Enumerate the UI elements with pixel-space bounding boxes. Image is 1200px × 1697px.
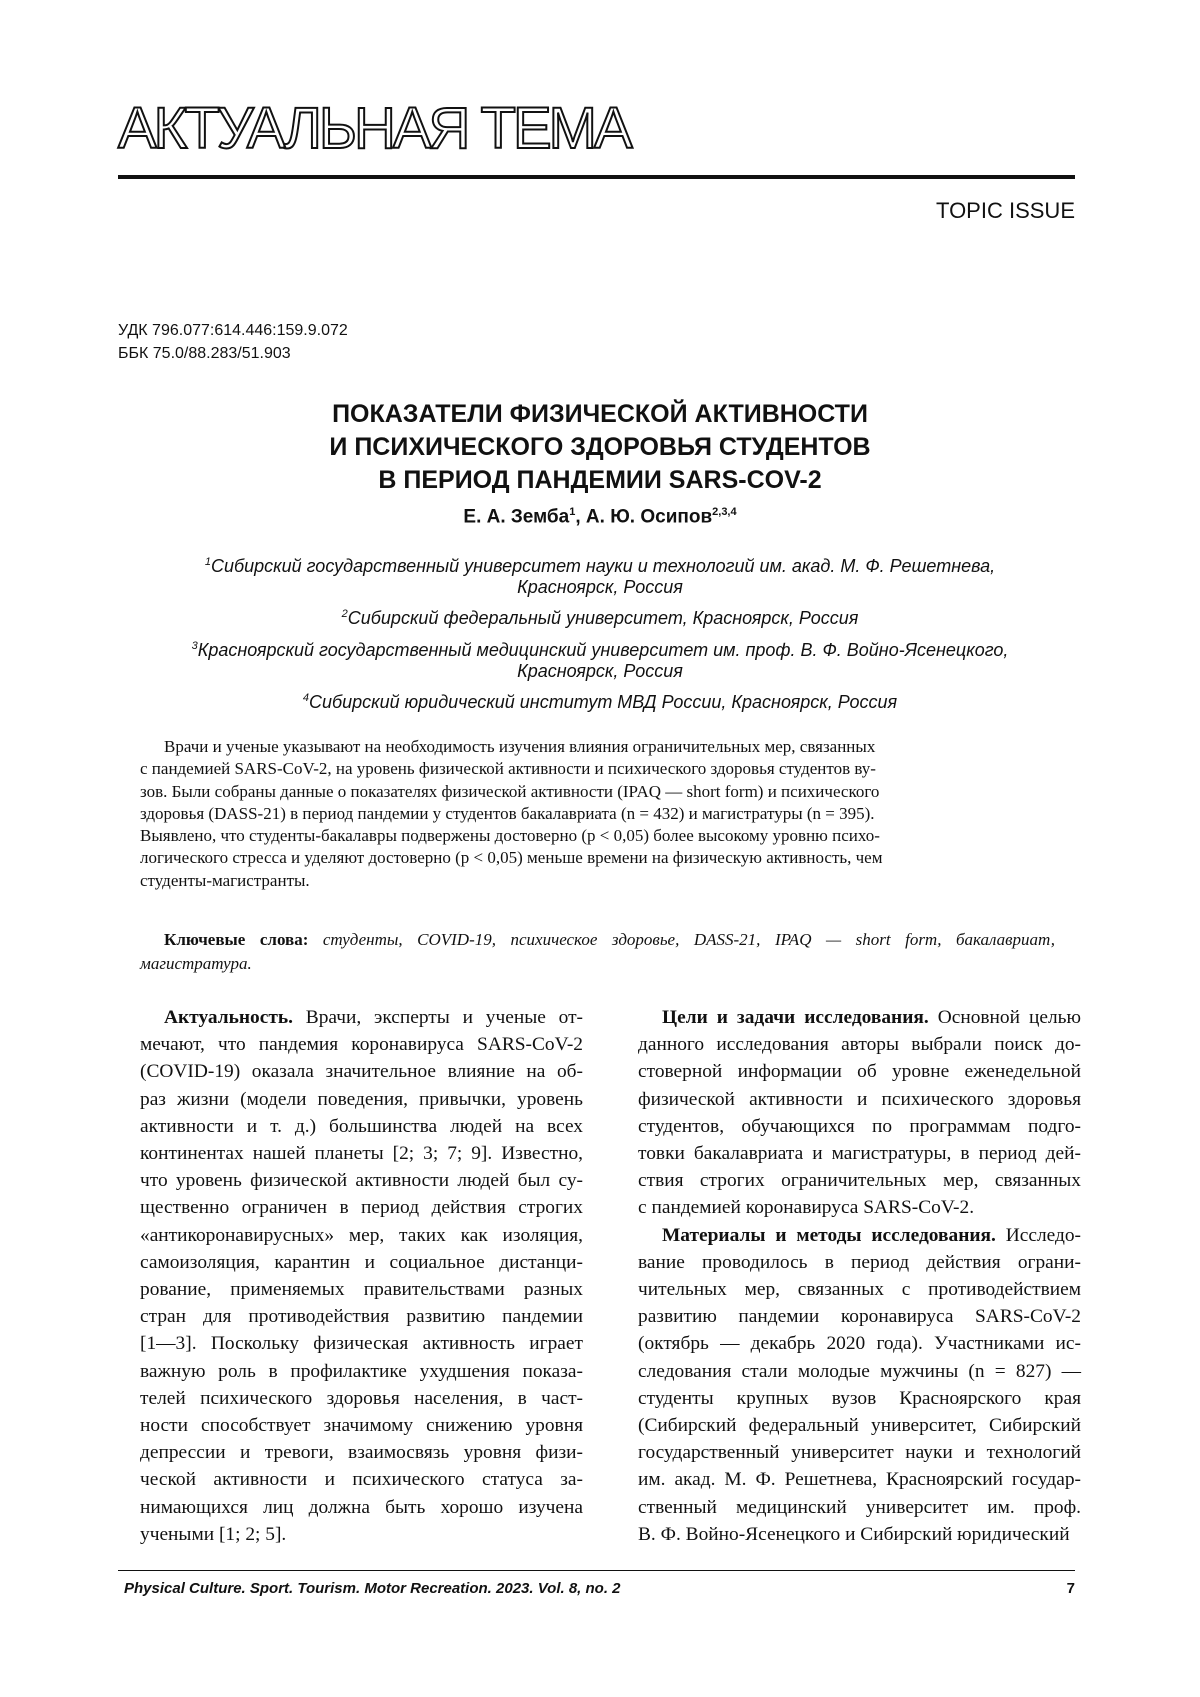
column-line: государственный университет науки и технологий (638, 1442, 1081, 1464)
article-title (0, 398, 1200, 497)
line-text: Врачи, эксперты и ученые от- (292, 1007, 583, 1028)
keywords (140, 928, 1055, 976)
affiliation-mark: 1 (204, 556, 211, 568)
column-line: физической активности и психического здоровья (638, 1088, 1081, 1110)
column-line: чительных мер, связанных с противодействием (638, 1279, 1081, 1301)
abstract-line: с пандемией SARS-CoV-2, на уровень физической активности и психического здоровья студентов ву- (140, 759, 876, 779)
affiliation-mark: 4 (302, 692, 309, 704)
line-text: Основной целью (928, 1007, 1081, 1028)
column-line (638, 1004, 1081, 1031)
abstract-line: студенты-магистранты. (140, 870, 310, 890)
affiliation (130, 604, 1070, 629)
column-line (140, 1004, 583, 1031)
column-line: учеными [1; 2; 5]. (140, 1523, 287, 1545)
section-heading: АКТУАЛЬНАЯ ТЕМА (118, 96, 630, 161)
column-line (638, 1222, 1081, 1249)
column-line: (COVID-19) оказала значительное влияние на об- (140, 1061, 583, 1083)
topic-issue-label: TOPIC ISSUE (936, 198, 1075, 223)
author-name: Е. А. Земба (463, 506, 570, 528)
abstract-line: Врачи и ученые указывают на необходимость изучения влияния ограничительных мер, связанных (164, 737, 876, 756)
column-line: «антикоронавирусных» мер, таких как изоляция, (140, 1224, 583, 1246)
column-line: стран для противодействия развитию пандемии (140, 1306, 583, 1328)
affiliation (130, 636, 1070, 682)
bbk-code: ББК 75.0/88.283/51.903 (118, 345, 291, 362)
authors (0, 506, 1200, 528)
abstract-line: Выявлено, что студенты-бакалавры подвержены достоверно (p < 0,05) более высокому уровню психо- (140, 826, 880, 846)
affiliation (130, 552, 1070, 598)
column-line: телей психического здоровья населения, в част- (140, 1387, 583, 1409)
paragraph-lead: Материалы и методы исследования. (662, 1224, 996, 1246)
footer-rule (118, 1570, 1075, 1571)
affiliation-text: Красноярский государственный медицинский университет им. проф. В. Ф. Войно-Ясенецкого, (197, 640, 1009, 660)
author-affiliation-mark: 1 (569, 506, 576, 518)
author-name: А. Ю. Осипов (585, 506, 713, 528)
paragraph-lead: Цели и задачи исследования. (662, 1007, 929, 1028)
column-line: В. Ф. Войно-Ясенецкого и Сибирский юридический (638, 1523, 1070, 1545)
column-line: товки бакалавриата и магистратуры, в период дей- (638, 1143, 1081, 1165)
abstract-line: логического стресса и уделяют достоверно (p < 0,05) меньше времени на физическую активность, чем (140, 848, 883, 868)
line-text: Исследо- (995, 1224, 1081, 1246)
column-line: ствия строгих ограничительных мер, связанных (638, 1170, 1081, 1192)
column-line: континентах нашей планеты [2; 3; 7; 9]. Известно, (140, 1143, 583, 1165)
column-line: вание проводилось в период действия ограни- (638, 1251, 1081, 1273)
column-line: следования стали молодые мужчины (n = 827) — (638, 1360, 1081, 1382)
footer-journal: Physical Culture. Sport. Tourism. Motor Recreation. 2023. Vol. 8, no. 2 (124, 1580, 621, 1597)
column-line: (Сибирский федеральный университет, Сибирский (638, 1415, 1081, 1437)
column-line: стоверной информации об уровне еженедельной (638, 1061, 1081, 1083)
left-column (140, 1004, 583, 1548)
column-line: раз жизни (модели поведения, привычки, уровень (140, 1088, 583, 1110)
paragraph-lead: Актуальность. (164, 1007, 293, 1028)
column-line: активности и т. д.) большинства людей на всех (140, 1115, 583, 1137)
column-line: студентов, обучающихся по программам подго- (638, 1115, 1081, 1137)
column-line: нимающихся лиц должна быть хорошо изучена (140, 1496, 583, 1518)
title-line: В ПЕРИОД ПАНДЕМИИ SARS-COV-2 (378, 466, 822, 494)
column-line: им. акад. М. Ф. Решетнева, Красноярский государ- (638, 1469, 1081, 1491)
udc-code: УДК 796.077:614.446:159.9.072 (118, 322, 348, 339)
keywords-label: Ключевые слова: (164, 930, 309, 949)
column-line: [1—3]. Поскольку физическая активность играет (140, 1333, 583, 1355)
column-line: студенты крупных вузов Красноярского края (638, 1387, 1081, 1409)
author-affiliation-mark: 2,3,4 (712, 506, 737, 518)
column-line: щественно ограничен в период действия строгих (140, 1197, 583, 1219)
affiliation-mark: 2 (341, 608, 348, 620)
column-line: ческой активности и психического статуса за- (140, 1469, 583, 1491)
column-line: самоизоляция, карантин и социальное дистанци- (140, 1251, 583, 1273)
column-line: данного исследования авторы выбрали поиск до- (638, 1034, 1081, 1056)
column-line: мечают, что пандемия коронавируса SARS-CoV-2 (140, 1034, 583, 1056)
abstract (140, 736, 1055, 892)
column-line: развитию пандемии коронавируса SARS-CoV-2 (638, 1306, 1081, 1328)
right-column (638, 1004, 1081, 1548)
affiliation-text: Красноярск, Россия (517, 577, 683, 597)
title-line: ПОКАЗАТЕЛИ ФИЗИЧЕСКОЙ АКТИВНОСТИ (332, 400, 868, 428)
column-line: депрессии и тревоги, взаимосвязь уровня физи- (140, 1442, 583, 1464)
keywords-text: студенты, COVID-19, психическое здоровье, DASS-21, IPAQ — short form, бакалавриат, магистратура. (140, 930, 1056, 973)
title-line: И ПСИХИЧЕСКОГО ЗДОРОВЬЯ СТУДЕНТОВ (329, 433, 871, 461)
column-line: рование, применяемых правительствами разных (140, 1279, 583, 1301)
affiliation (130, 688, 1070, 713)
author-separator: , (575, 506, 586, 528)
abstract-line: зов. Были собраны данные о показателях физической активности (IPAQ — short form) и психического (140, 781, 880, 801)
column-line: (октябрь — декабрь 2020 года). Участниками ис- (638, 1333, 1081, 1355)
page-number: 7 (1066, 1580, 1075, 1597)
column-line: с пандемией коронавируса SARS-CoV-2. (638, 1197, 975, 1219)
column-line: что уровень физической активности людей был су- (140, 1170, 583, 1192)
column-line: важную роль в профилактике ухудшения показа- (140, 1360, 583, 1382)
affiliation-text: Красноярск, Россия (517, 661, 683, 681)
affiliation-text: Сибирский юридический институт МВД России, Красноярск, Россия (308, 692, 898, 712)
column-line: ственный медицинский университет им. проф. (638, 1496, 1081, 1518)
heading-rule (118, 175, 1075, 179)
column-line: ности способствует значимому снижению уровня (140, 1415, 583, 1437)
abstract-line: здоровья (DASS-21) в период пандемии у студентов бакалавриата (n = 432) и магистратуры (n = 395). (140, 803, 875, 823)
affiliation-text: Сибирский федеральный университет, Красноярск, Россия (347, 608, 859, 628)
affiliation-text: Сибирский государственный университет науки и технологий им. акад. М. Ф. Решетнева, (210, 556, 996, 576)
affiliation-mark: 3 (191, 640, 198, 652)
